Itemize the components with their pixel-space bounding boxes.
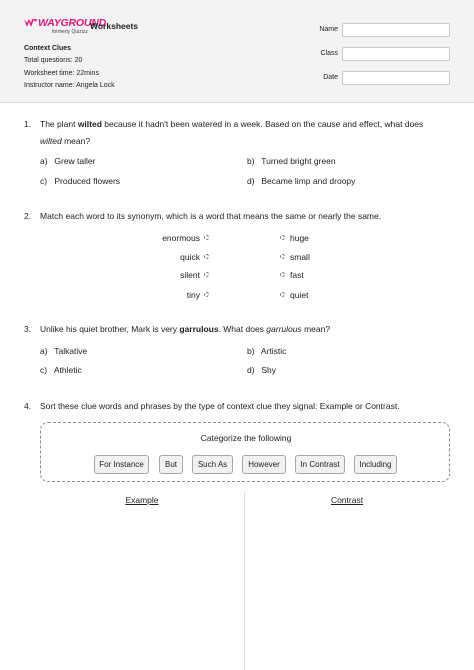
match-left-word: quick	[180, 252, 200, 262]
categorize-title: Categorize the following	[200, 433, 292, 443]
question-2	[24, 208, 454, 225]
worksheet-title: Context Clues	[24, 45, 72, 52]
option-c[interactable]: c) Athletic	[40, 365, 82, 375]
categorize-box	[40, 422, 450, 482]
date-label: Date	[323, 74, 338, 81]
column-example-heading: Example	[125, 495, 159, 505]
worksheet-time: Worksheet time: 22mins	[24, 69, 99, 77]
worksheet-header	[0, 0, 474, 103]
question-4	[24, 398, 454, 415]
date-field[interactable]	[342, 71, 450, 85]
class-label: Class	[320, 50, 338, 57]
match-dot-icon[interactable]	[204, 292, 209, 297]
chip-but[interactable]: But	[159, 455, 183, 474]
brand-mark-icon	[24, 18, 37, 28]
match-left-word: silent	[180, 270, 200, 280]
worksheet-meta	[24, 43, 115, 92]
match-left-word: tiny	[186, 290, 200, 300]
match-right-word: huge	[290, 233, 309, 243]
product-name: Worksheets	[90, 21, 139, 31]
match-dot-icon[interactable]	[280, 235, 285, 240]
instructor-name: Instructor name: Angela Lock	[24, 81, 115, 89]
question-number: 4.	[24, 401, 32, 411]
column-contrast-heading: Contrast	[330, 495, 364, 505]
match-dot-icon[interactable]	[280, 292, 285, 297]
option-b[interactable]: b) Turned bright green	[247, 156, 336, 166]
brand-subtitle: formerly Quizizz	[52, 29, 88, 35]
match-dot-icon[interactable]	[204, 235, 209, 240]
chip-in-contrast[interactable]: In Contrast	[295, 455, 345, 474]
match-dot-icon[interactable]	[204, 254, 209, 259]
option-a[interactable]: a) Talkative	[40, 346, 88, 356]
option-b[interactable]: b) Artistic	[247, 346, 287, 356]
brand-name: WAYGROUND	[38, 17, 107, 29]
question-text: Match each word to its synonym, which is a word that means the same or nearly the same.	[40, 211, 382, 221]
option-c[interactable]: c) Produced flowers	[40, 176, 121, 186]
chip-such-as[interactable]: Such As	[192, 455, 233, 474]
name-label: Name	[319, 26, 338, 33]
chip-however[interactable]: However	[242, 455, 286, 474]
total-questions: Total questions: 20	[24, 57, 83, 65]
question-text: Unlike his quiet brother, Mark is very garrulous. What does garrulous mean?	[40, 324, 331, 334]
column-divider	[244, 492, 245, 670]
option-d[interactable]: d) Became limp and droopy	[247, 176, 356, 186]
option-d[interactable]: d) Shy	[247, 365, 277, 375]
chip-including[interactable]: Including	[354, 455, 397, 474]
option-a[interactable]: a) Grew taller	[40, 156, 96, 166]
question-number: 2.	[24, 211, 32, 221]
match-right-word: fast	[290, 270, 304, 280]
match-left-word: enormous	[162, 233, 200, 243]
question-1	[24, 116, 454, 150]
question-3	[24, 321, 454, 338]
question-text: The plant wilted because it hadn't been watered in a week. Based on the cause and effect, what does wilted mean?	[40, 119, 424, 146]
question-number: 1.	[24, 119, 32, 129]
question-number: 3.	[24, 324, 32, 334]
chip-for-instance[interactable]: For Instance	[94, 455, 149, 474]
question-text: Sort these clue words and phrases by the type of context clue they signal: Example or Contrast.	[40, 401, 400, 411]
match-dot-icon[interactable]	[280, 272, 285, 277]
match-right-word: quiet	[290, 290, 309, 300]
class-field[interactable]	[342, 47, 450, 61]
match-dot-icon[interactable]	[204, 272, 209, 277]
match-right-word: small	[290, 252, 310, 262]
name-field[interactable]	[342, 23, 450, 37]
match-dot-icon[interactable]	[280, 254, 285, 259]
